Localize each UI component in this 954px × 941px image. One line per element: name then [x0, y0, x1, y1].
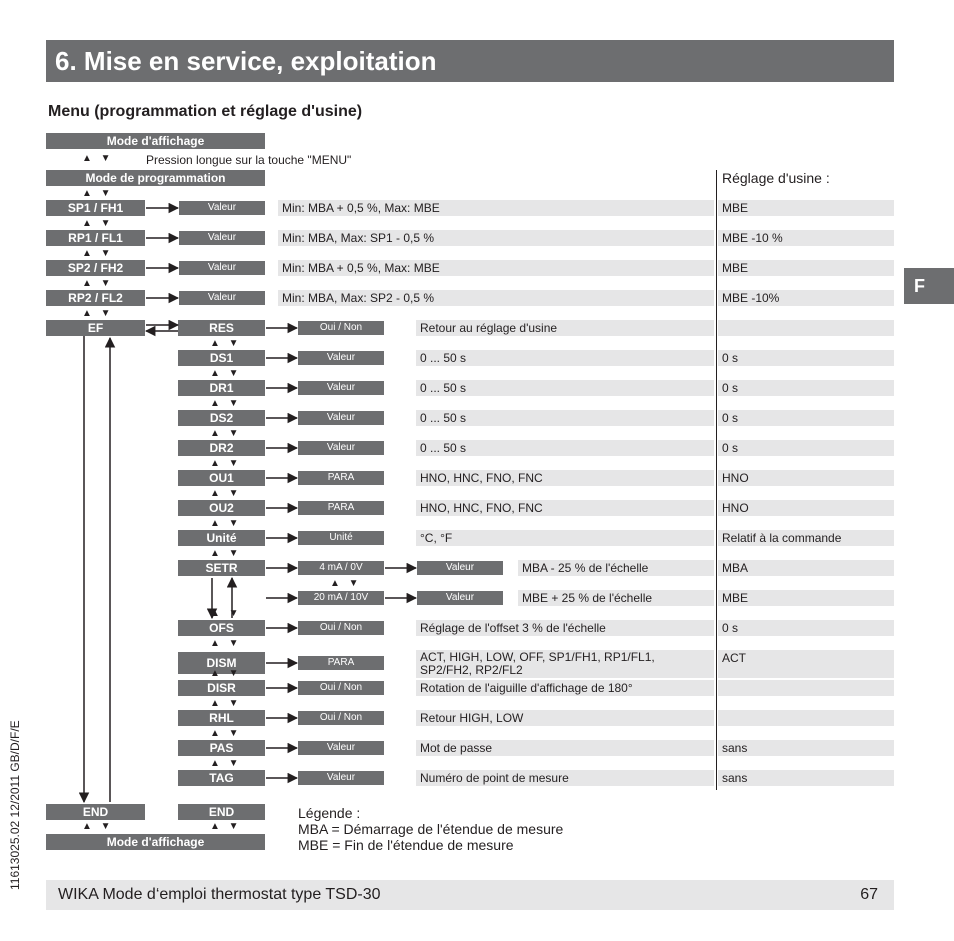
description-line: ACT, HIGH, LOW, OFF, SP1/FH1, RP1/FL1,	[420, 650, 655, 664]
updown-arrows: ▲ ▼	[210, 398, 242, 409]
factory-value: MBA	[718, 560, 894, 576]
updown-arrows: ▲ ▼	[82, 278, 114, 289]
factory-value: 0 s	[718, 410, 894, 426]
description-row: Mot de passe	[416, 740, 714, 756]
updown-arrows: ▲ ▼	[210, 488, 242, 499]
description-row: Retour au réglage d'usine	[416, 320, 714, 336]
updown-arrows: ▲ ▼	[210, 548, 242, 559]
factory-value: 0 s	[718, 380, 894, 396]
updown-arrows: ▲ ▼	[82, 308, 114, 319]
updown-arrows: ▲ ▼	[210, 458, 242, 469]
menu-item-box: RP1 / FL1	[46, 230, 145, 246]
value-box: PARA	[298, 471, 384, 485]
factory-header: Réglage d'usine :	[722, 170, 830, 186]
description-row: MBA - 25 % de l'échelle	[518, 560, 714, 576]
description-row: Min: MBA, Max: SP1 - 0,5 %	[278, 230, 714, 246]
factory-value: MBE -10 %	[718, 230, 894, 246]
submenu-item-box: OFS	[178, 620, 265, 636]
menu-subtitle: Menu (programmation et réglage d'usine)	[48, 103, 363, 120]
factory-value: MBE	[718, 200, 894, 216]
submenu-item-box: RHL	[178, 710, 265, 726]
language-tab: F	[904, 268, 954, 304]
menu-item-box: RP2 / FL2	[46, 290, 145, 306]
sub-arrows	[266, 328, 416, 778]
description-row: °C, °F	[416, 530, 714, 546]
description-row: 0 ... 50 s	[416, 410, 714, 426]
updown-arrows: ▲ ▼	[82, 153, 114, 164]
submenu-item-box: OU2	[178, 500, 265, 516]
value-box: Oui / Non	[298, 621, 384, 635]
factory-value: ACT	[718, 650, 894, 678]
menu-item-box: SP1 / FH1	[46, 200, 145, 216]
updown-arrows: ▲ ▼	[82, 248, 114, 259]
mode-programmation-box: Mode de programmation	[46, 170, 265, 186]
value-box: Valeur	[298, 351, 384, 365]
description-row: Min: MBA + 0,5 %, Max: MBE	[278, 200, 714, 216]
value-box: Valeur	[179, 261, 265, 275]
description-row: Min: MBA + 0,5 %, Max: MBE	[278, 260, 714, 276]
legend-mbe: MBE = Fin de l'étendue de mesure	[298, 837, 514, 853]
factory-value: 0 s	[718, 620, 894, 636]
factory-value: 0 s	[718, 440, 894, 456]
submenu-item-box: Unité	[178, 530, 265, 546]
legend	[298, 805, 563, 853]
footer-text: WIKA Mode d‘emploi thermostat type TSD-30	[58, 886, 381, 903]
submenu-item-box: DISM	[178, 652, 265, 674]
description-row: MBE + 25 % de l'échelle	[518, 590, 714, 606]
value-box: Valeur	[179, 201, 265, 215]
description-row: Réglage de l'offset 3 % de l'échelle	[416, 620, 714, 636]
updown-arrows: ▲ ▼	[210, 758, 242, 769]
value-box: Valeur	[417, 591, 503, 605]
factory-value: HNO	[718, 470, 894, 486]
submenu-item-box: TAG	[178, 770, 265, 786]
factory-value: Relatif à la commande	[718, 530, 894, 546]
value-box: Valeur	[417, 561, 503, 575]
submenu-item-box: DS2	[178, 410, 265, 426]
legend-mba: MBA = Démarrage de l'étendue de mesure	[298, 821, 564, 837]
value-box: Valeur	[298, 441, 384, 455]
description-row: Numéro de point de mesure	[416, 770, 714, 786]
value-box: Oui / Non	[298, 681, 384, 695]
page-number: 67	[860, 886, 878, 903]
value-box: 4 mA / 0V	[298, 561, 384, 575]
submenu-item-box: SETR	[178, 560, 265, 576]
description-row: 0 ... 50 s	[416, 350, 714, 366]
menu-item-box: SP2 / FH2	[46, 260, 145, 276]
long-press-text: Pression longue sur la touche "MENU"	[146, 153, 352, 167]
value-box: Unité	[298, 531, 384, 545]
value-box: Valeur	[179, 231, 265, 245]
footer	[46, 880, 894, 910]
bottom-mode-affichage: Mode d'affichage	[46, 834, 265, 850]
value-box: Oui / Non	[298, 711, 384, 725]
main-arrows	[146, 208, 178, 298]
updown-arrows: ▲ ▼	[82, 821, 114, 832]
factory-value: MBE -10%	[718, 290, 894, 306]
end-box-right: END	[178, 804, 265, 820]
submenu-item-box: RES	[178, 320, 265, 336]
updown-arrows: ▲ ▼	[210, 338, 242, 349]
factory-value: MBE	[718, 590, 894, 606]
updown-arrows: ▲ ▼	[82, 188, 114, 199]
submenu-item-box: PAS	[178, 740, 265, 756]
value-box: 20 mA / 10V	[298, 591, 384, 605]
value-box: Valeur	[298, 771, 384, 785]
factory-value: 0 s	[718, 350, 894, 366]
end-box-left: END	[46, 804, 145, 820]
description-line: SP2/FH2, RP2/FL2	[420, 663, 523, 677]
updown-arrows: ▲ ▼	[330, 578, 362, 589]
section-header: 6. Mise en service, exploitation	[46, 40, 894, 82]
submenu-item-box: OU1	[178, 470, 265, 486]
value-box: Valeur	[298, 741, 384, 755]
description-row: Rotation de l'aiguille d'affichage de 180°	[416, 680, 714, 696]
value-box: PARA	[298, 656, 384, 670]
updown-arrows: ▲ ▼	[210, 638, 242, 649]
description-row: HNO, HNC, FNO, FNC	[416, 500, 714, 516]
updown-arrows: ▲ ▼	[210, 668, 242, 679]
mode-affichage-box: Mode d'affichage	[46, 133, 265, 149]
description-row: 0 ... 50 s	[416, 380, 714, 396]
submenu-item-box: DR1	[178, 380, 265, 396]
updown-arrows: ▲ ▼	[210, 821, 242, 832]
updown-arrows: ▲ ▼	[210, 728, 242, 739]
factory-value: sans	[718, 740, 894, 756]
document-code: 11613025.02 12/2011 GB/D/F/E	[8, 720, 22, 890]
value-box: Valeur	[179, 291, 265, 305]
factory-value: HNO	[718, 500, 894, 516]
submenu-item-box: DS1	[178, 350, 265, 366]
updown-arrows: ▲ ▼	[210, 428, 242, 439]
submenu-item-box: DR2	[178, 440, 265, 456]
description-row: Min: MBA, Max: SP2 - 0,5 %	[278, 290, 714, 306]
description-row: HNO, HNC, FNO, FNC	[416, 470, 714, 486]
value-box: Valeur	[298, 411, 384, 425]
factory-value: sans	[718, 770, 894, 786]
updown-arrows: ▲ ▼	[210, 698, 242, 709]
updown-arrows: ▲ ▼	[210, 368, 242, 379]
updown-arrows: ▲ ▼	[82, 218, 114, 229]
submenu-item-box: DISR	[178, 680, 265, 696]
value-box: Oui / Non	[298, 321, 384, 335]
updown-arrows: ▲ ▼	[210, 608, 242, 619]
description-row: Retour HIGH, LOW	[416, 710, 714, 726]
description-row: 0 ... 50 s	[416, 440, 714, 456]
factory-value: MBE	[718, 260, 894, 276]
value-box: PARA	[298, 501, 384, 515]
legend-title: Légende :	[298, 805, 361, 821]
value-box: Valeur	[298, 381, 384, 395]
updown-arrows: ▲ ▼	[210, 518, 242, 529]
ef-box: EF	[46, 320, 145, 336]
